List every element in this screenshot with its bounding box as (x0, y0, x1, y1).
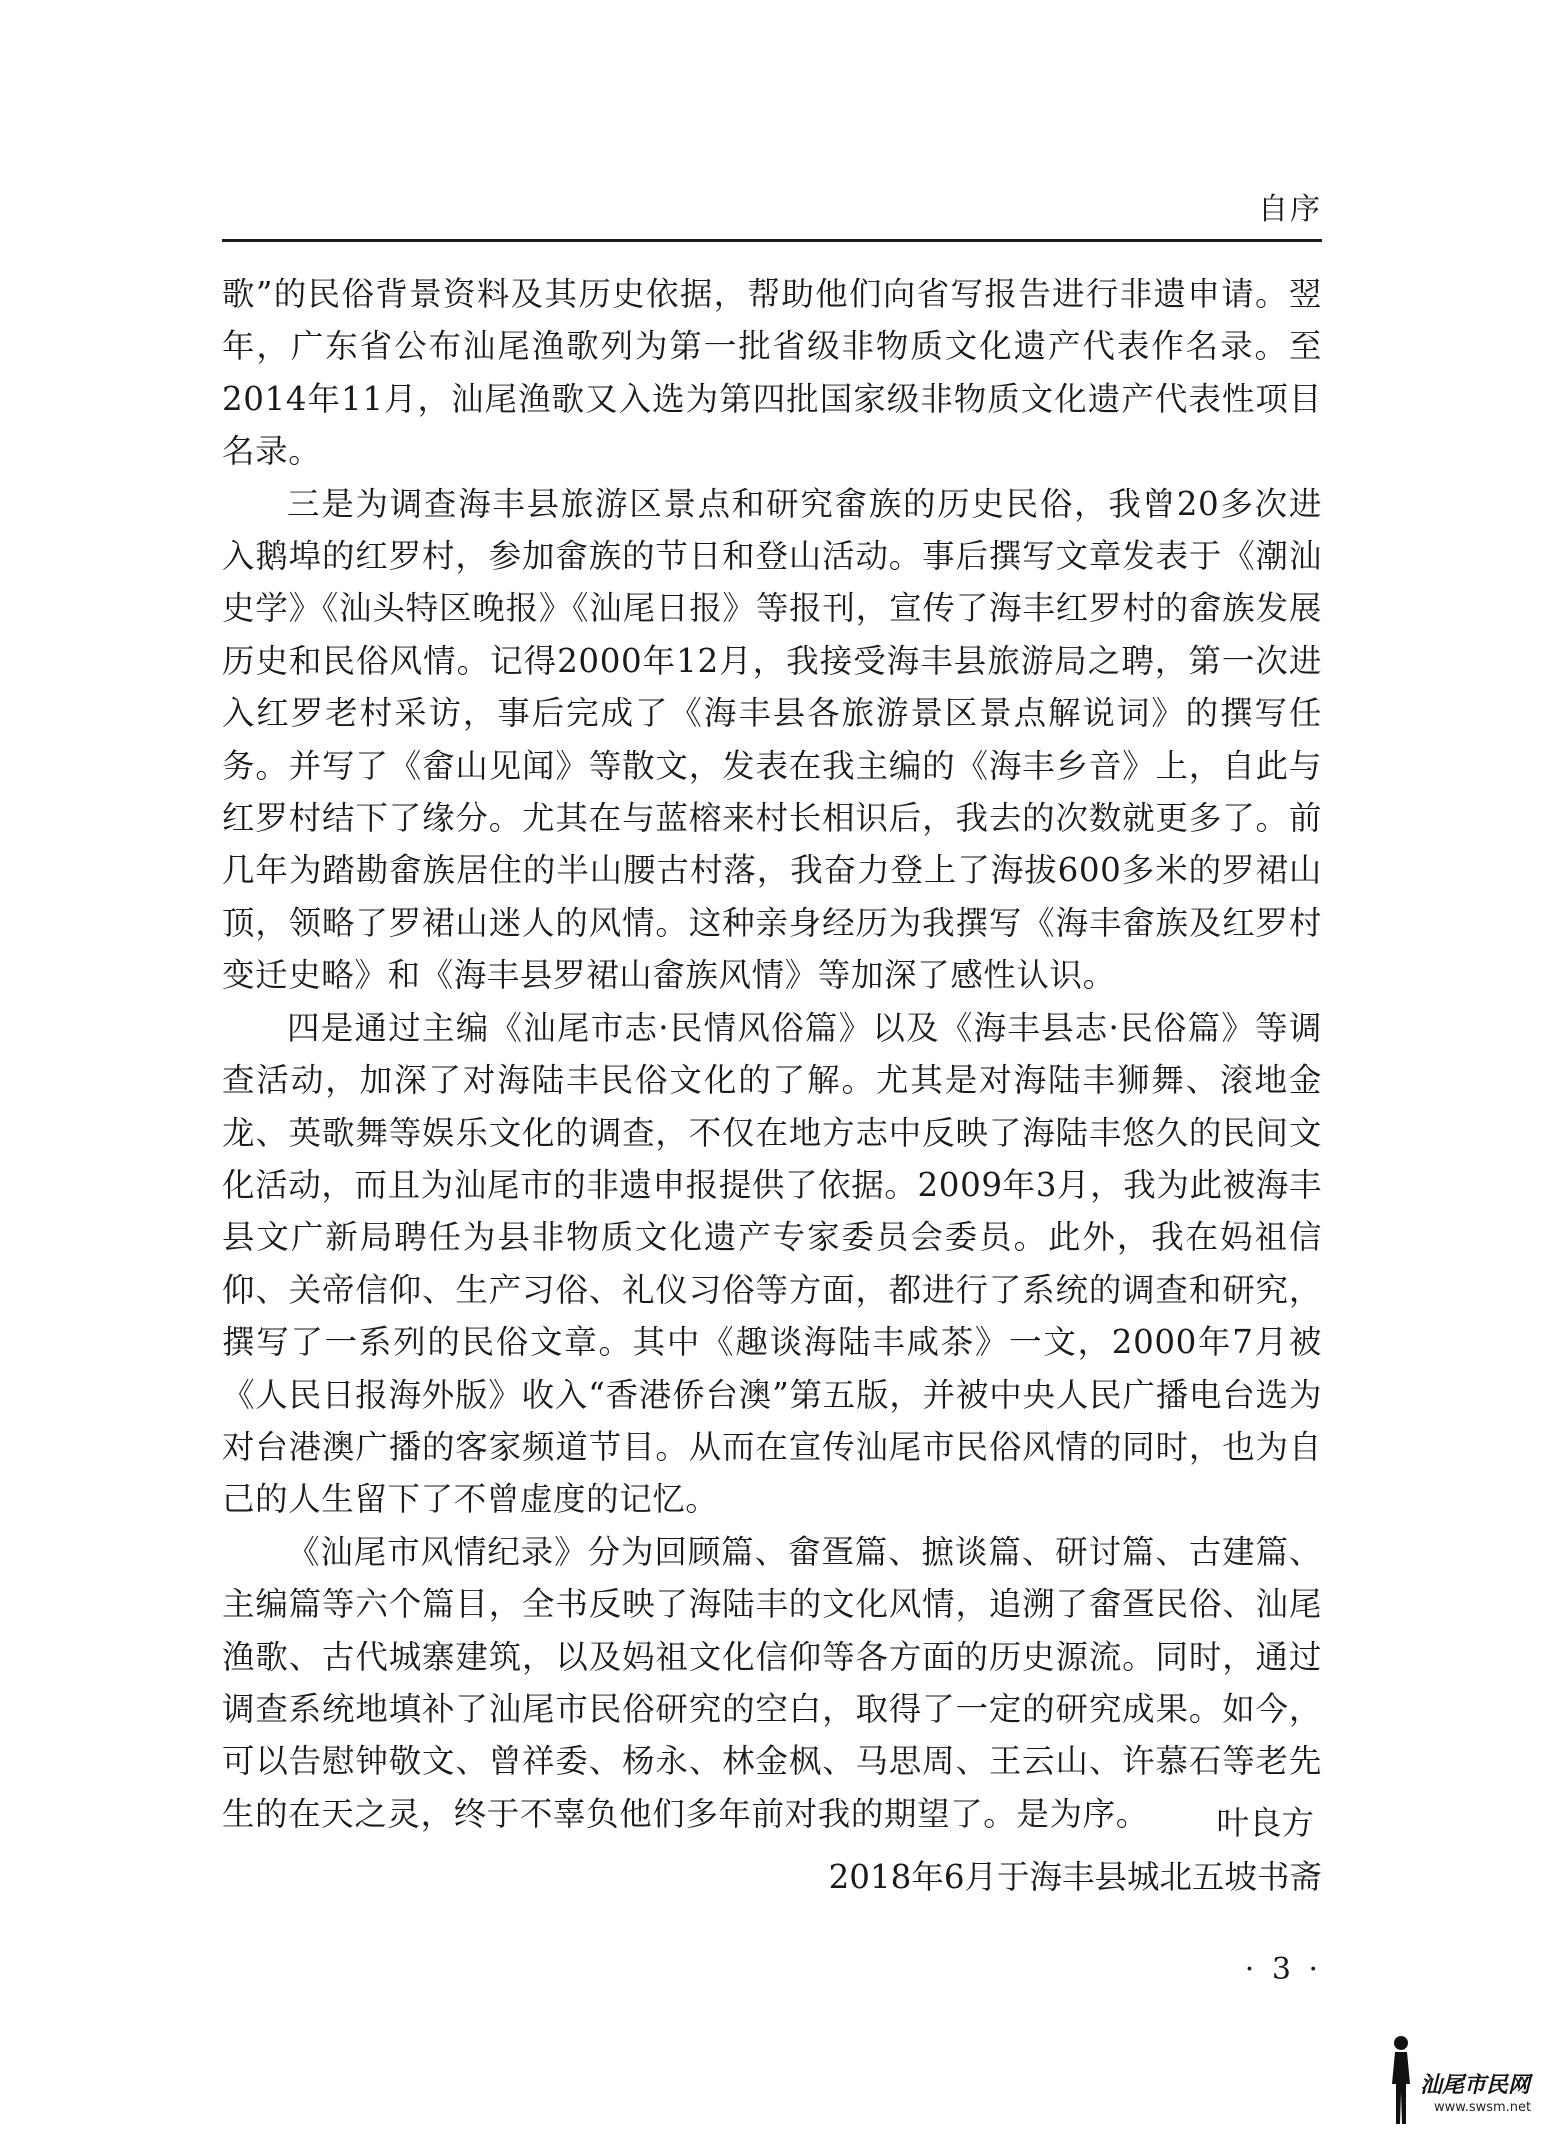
paragraph-she-village: 三是为调查海丰县旅游区景点和研究畲族的历史民俗，我曾20多次进入鹅埠的红罗村，参加畲族的节日和登山活动。事后撰写文章发表于《潮汕史学》《汕头特区晚报》《汕尾日报》等报刊，宣传了海丰红罗村的畲族发展历史和民俗风情。记得2000年12月，我接受海丰县旅游局之聘，第一次进入红罗老村采访，事后完成了《海丰县各旅游景区景点解说词》的撰写任务。并写了《畲山见闻》等散文，发表在我主编的《海丰乡音》上，自此与红罗村结下了缘分。尤其在与蓝榕来村长相识后，我去的次数就更多了。前几年为踏勘畲族居住的半山腰古村落，我奋力登上了海拔600多米的罗裙山顶，领略了罗裙山迷人的风情。这种亲身经历为我撰写《海丰畲族及红罗村变迁史略》和《海丰县罗裙山畲族风情》等加深了感性认识。 (222, 484, 1322, 995)
paragraph-continuation: 歌”的民俗背景资料及其历史依据，帮助他们向省写报告进行非遗申请。翌年，广东省公布汕尾渔歌列为第一批省级非物质文化遗产代表作名录。至2014年11月，汕尾渔歌又入选为第四批国家级非物质文化遗产代表性项目名录。 (222, 275, 1322, 471)
running-header (222, 180, 1322, 242)
watermark-brand: 汕尾市民网 (1420, 2072, 1531, 2098)
page-number: · 3 · (1244, 1952, 1322, 1987)
author-name: 叶良方 (1216, 1804, 1314, 1842)
person-silhouette-icon (1386, 2034, 1416, 2126)
header-rule (222, 239, 1322, 242)
running-header-title: 自序 (1258, 192, 1322, 227)
watermark-url: www.swsm.net (1434, 2100, 1532, 2115)
signature-block (829, 1796, 1322, 1904)
paragraph-folk-culture: 四是通过主编《汕尾市志·民情风俗篇》以及《海丰县志·民俗篇》等调查活动，加深了对海陆丰民俗文化的了解。尤其是对海陆丰狮舞、滚地金龙、英歌舞等娱乐文化的调查，不仅在地方志中反映了海陆丰悠久的民间文化活动，而且为汕尾市的非遗申报提供了依据。2009年3月，我为此被海丰县文广新局聘任为县非物质文化遗产专家委员会委员。此外，我在妈祖信仰、关帝信仰、生产习俗、礼仪习俗等方面，都进行了系统的调查和研究，撰写了一系列的民俗文章。其中《趣谈海陆丰咸茶》一文，2000年7月被《人民日报海外版》收入“香港侨台澳”第五版，并被中央人民广播电台选为对台港澳广播的客家频道节目。从而在宣传汕尾市民俗风情的同时，也为自己的人生留下了不曾虚度的记忆。 (222, 1008, 1322, 1519)
site-watermark (1380, 2030, 1535, 2130)
date-place: 2018年6月于海丰县城北五坡书斋 (828, 1858, 1322, 1896)
body-text (222, 268, 1322, 1840)
paragraph-book-summary: 《汕尾市风情纪录》分为回顾篇、畲疍篇、摭谈篇、研讨篇、古建篇、主编篇等六个篇目，全书反映了海陆丰的文化风情，追溯了畲疍民俗、汕尾渔歌、古代城寨建筑，以及妈祖文化信仰等各方面的历史源流。同时，通过调查系统地填补了汕尾市民俗研究的空白，取得了一定的研究成果。如今，可以告慰钟敬文、曾祥委、杨永、林金枫、马思周、王云山、许慕石等老先生的在天之灵，终于不辜负他们多年前对我的期望了。是为序。 (222, 1532, 1322, 1833)
